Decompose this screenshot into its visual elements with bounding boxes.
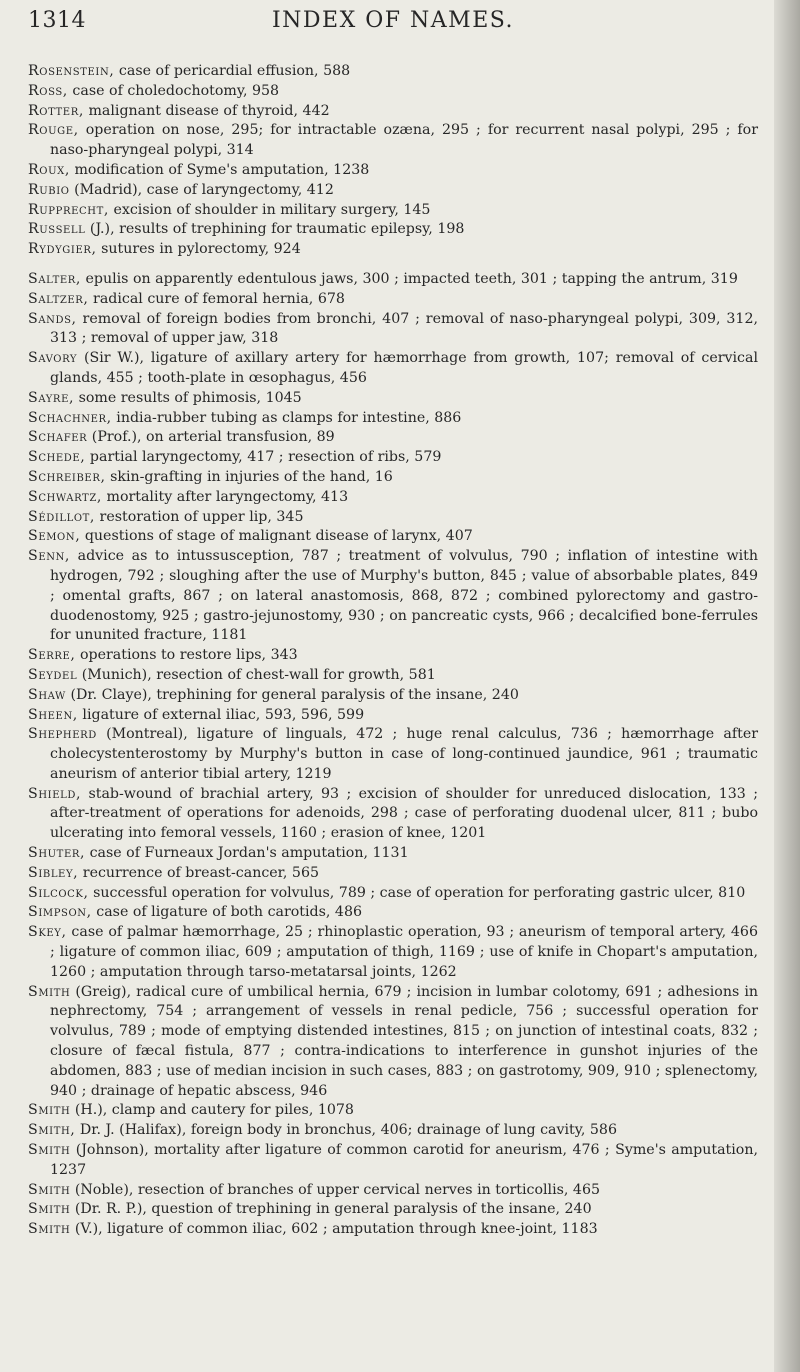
entry-name: Rotter,	[28, 102, 84, 119]
index-entry	[28, 706, 758, 726]
entry-name: Sibley,	[28, 864, 79, 881]
entry-name: Smith	[28, 1102, 71, 1119]
entry-name: Sands,	[28, 310, 77, 327]
entry-name: Serre,	[28, 647, 76, 664]
entry-text: partial laryngectomy, 417 ; resection of ribs, 579	[85, 449, 442, 466]
index-entry	[28, 725, 758, 784]
entry-name: Schreiber,	[28, 468, 106, 485]
entry-name: Ross,	[28, 82, 68, 99]
entry-text: some results of phimosis, 1045	[74, 389, 302, 406]
entry-name: Smith	[28, 983, 71, 1000]
entry-text: case of Furneaux Jordan's amputation, 1131	[85, 845, 409, 862]
index-entry	[28, 62, 758, 82]
index-entry	[28, 785, 758, 844]
index-entry	[28, 468, 758, 488]
entry-text: radical cure of femoral hernia, 678	[88, 290, 345, 307]
page-header	[28, 4, 758, 48]
entry-text: mortality after laryngectomy, 413	[101, 488, 349, 505]
entry-name: Russell	[28, 221, 86, 238]
entry-name: Smith,	[28, 1122, 76, 1139]
index-entry	[28, 903, 758, 923]
entry-name: Smith	[28, 1142, 71, 1159]
entry-text: (Madrid), case of laryngectomy, 412	[69, 181, 334, 198]
entry-name: Smith	[28, 1181, 71, 1198]
entry-text: india-rubber tubing as clamps for intestine, 886	[111, 409, 462, 426]
index-entry	[28, 240, 758, 260]
entry-name: Rubio	[28, 181, 70, 198]
entry-name: Savory	[28, 350, 78, 367]
entry-name: Rouge,	[28, 122, 79, 139]
entry-text: (J.), results of trephining for traumatic epilepsy, 198	[85, 221, 465, 238]
entry-text: case of choledochotomy, 958	[67, 82, 280, 99]
entry-name: Saltzer,	[28, 290, 89, 307]
index-entry	[28, 1220, 758, 1240]
entry-text: operations to restore lips, 343	[75, 647, 298, 664]
index-entry	[28, 1141, 758, 1181]
index-entry	[28, 923, 758, 982]
index-entry	[28, 389, 758, 409]
entry-text: removal of foreign bodies from bronchi, 407 ; removal of naso-pharyngeal polypi, 309, 312, 313 ; removal of upper jaw, 318	[50, 310, 758, 347]
index-entry	[28, 1181, 758, 1201]
index-entry	[28, 844, 758, 864]
index-entry	[28, 686, 758, 706]
index-entry	[28, 181, 758, 201]
entry-text: excision of shoulder in military surgery, 145	[108, 201, 431, 218]
entry-text: (Johnson), mortality after ligature of common carotid for aneurism, 476 ; Syme's amputation, 1237	[50, 1142, 758, 1178]
index-entry	[28, 983, 758, 1102]
entry-text: case of palmar hæmorrhage, 25 ; rhinoplastic operation, 93 ; aneurism of temporal artery, 466 ; ligature of common iliac, 609 ; amputation of thigh, 1169 ; use of knife in Chopart's amputation, 1260 ; amputation through tarso-metatarsal joints, 1262	[50, 924, 758, 980]
entry-text: modification of Syme's amputation, 1238	[69, 161, 370, 178]
entry-text: skin-grafting in injuries of the hand, 16	[105, 468, 393, 485]
index-entry	[28, 82, 758, 102]
entry-name: Skey,	[28, 924, 67, 941]
entry-text: (Dr. R. P.), question of trephining in general paralysis of the insane, 240	[70, 1201, 592, 1218]
entry-name: Smith	[28, 1221, 71, 1238]
entry-name: Roux,	[28, 161, 70, 178]
index-entry	[28, 448, 758, 468]
entry-text: (Munich), resection of chest-wall for growth, 581	[77, 666, 436, 683]
index-entry	[28, 1121, 758, 1141]
entry-text: (Noble), resection of branches of upper cervical nerves in torticollis, 465	[70, 1181, 601, 1198]
entry-text: operation on nose, 295; for intractable ozæna, 295 ; for recurrent nasal polypi, 295 ; for naso-pharyngeal polypi, 314	[50, 122, 758, 159]
entry-text: (V.), ligature of common iliac, 602 ; amputation through knee-joint, 1183	[70, 1221, 598, 1238]
entry-text: (Montreal), ligature of linguals, 472 ; huge renal calculus, 736 ; hæmorrhage after cholecystenterostomy by Murphy's button in case of long-continued jaundice, 961 ; traumatic aneurism of anterior tibial artery, 1219	[50, 726, 758, 782]
index-entry	[28, 121, 758, 161]
index-entry	[28, 102, 758, 122]
entry-text: advice as to intussusception, 787 ; treatment of volvulus, 790 ; inflation of intestine with hydrogen, 792 ; sloughing after the use of Murphy's button, 845 ; value of absorbable plates, 849 ; omental grafts, 867 ; on lateral anastomosis, 868, 872 ; combined pylorectomy and gastro-duodenostomy, 925 ; gastro-jejunostomy, 930 ; on pancreatic cysts, 966 ; decalcified bone-ferrules for ununited fracture, 1181	[50, 548, 758, 644]
index-entry	[28, 508, 758, 528]
index-entry	[28, 161, 758, 181]
index-entry	[28, 220, 758, 240]
index-entry	[28, 547, 758, 646]
index-group	[28, 62, 758, 260]
index-body	[28, 62, 758, 1240]
index-entry	[28, 646, 758, 666]
entry-name: Schede,	[28, 449, 86, 466]
entry-name: Sheen,	[28, 706, 78, 723]
entry-text: (Dr. Claye), trephining for general paralysis of the insane, 240	[65, 686, 519, 703]
entry-name: Silcock,	[28, 884, 89, 901]
entry-text: recurrence of breast-cancer, 565	[78, 864, 320, 881]
entry-text: malignant disease of thyroid, 442	[83, 102, 330, 119]
entry-text: (Greig), radical cure of umbilical hernia, 679 ; incision in lumbar colotomy, 691 ; adhesions in nephrectomy, 754 ; arrangement of vessels in renal pedicle, 756 ; successful operation for volvulus, 789 ; mode of emptying distended intestines, 815 ; on junction of intestinal coats, 832 ; closure of fæcal fistula, 877 ; contra-indications to interference in gunshot injuries of the abdomen, 883 ; use of median incision in such cases, 883 ; on gastrotomy, 909, 910 ; splenectomy, 940 ; drainage of hepatic abscess, 946	[50, 983, 758, 1099]
entry-text: Dr. J. (Halifax), foreign body in bronchus, 406; drainage of lung cavity, 586	[75, 1122, 617, 1139]
entry-text: epulis on apparently edentulous jaws, 300 ; impacted teeth, 301 ; tapping the antrum, 319	[80, 270, 738, 287]
entry-name: Seydel	[28, 666, 78, 683]
index-entry	[28, 1101, 758, 1121]
entry-name: Shuter,	[28, 845, 86, 862]
entry-name: Shepherd	[28, 726, 97, 743]
entry-text: case of ligature of both carotids, 486	[91, 904, 362, 921]
entry-name: Schafer	[28, 429, 88, 446]
entry-text: (Sir W.), ligature of axillary artery for hæmorrhage from growth, 107; removal of cervical glands, 455 ; tooth-plate in œsophagus, 456	[50, 350, 758, 386]
index-entry	[28, 201, 758, 221]
entry-name: Sayre,	[28, 389, 75, 406]
entry-text: (Prof.), on arterial transfusion, 89	[87, 429, 335, 446]
running-head: INDEX OF NAMES.	[271, 8, 515, 33]
index-entry	[28, 409, 758, 429]
entry-name: Simpson,	[28, 904, 92, 921]
page-edge-shadow	[774, 0, 800, 1372]
entry-text: restoration of upper lip, 345	[95, 508, 304, 525]
entry-text: successful operation for volvulus, 789 ; case of operation for perforating gastric ulcer, 810	[88, 884, 746, 901]
entry-text: sutures in pylorectomy, 924	[96, 241, 301, 258]
index-entry	[28, 666, 758, 686]
entry-name: Shaw	[28, 686, 66, 703]
entry-name: Shield,	[28, 785, 82, 802]
entry-name: Rydygier,	[28, 241, 97, 258]
index-entry	[28, 270, 758, 290]
entry-name: Semon,	[28, 528, 81, 545]
index-entry	[28, 1200, 758, 1220]
entry-text: case of pericardial effusion, 588	[114, 63, 351, 79]
entry-name: Schwartz,	[28, 488, 102, 505]
index-entry	[28, 290, 758, 310]
index-entry	[28, 527, 758, 547]
entry-name: Sédillot,	[28, 508, 96, 525]
entry-name: Salter,	[28, 270, 81, 287]
index-entry	[28, 488, 758, 508]
entry-text: ligature of external iliac, 593, 596, 599	[77, 706, 365, 723]
entry-name: Schachner,	[28, 409, 112, 426]
page-number: 1314	[28, 8, 86, 33]
entry-name: Rosenstein,	[28, 63, 115, 79]
entry-name: Rupprecht,	[28, 201, 109, 218]
entry-text: questions of stage of malignant disease of larynx, 407	[80, 528, 473, 545]
index-entry	[28, 428, 758, 448]
index-group	[28, 270, 758, 1240]
entry-text: (H.), clamp and cautery for piles, 1078	[70, 1102, 354, 1119]
entry-text: stab-wound of brachial artery, 93 ; excision of shoulder for unreduced dislocation, 133 ; after-treatment of operations for adenoids, 298 ; case of perforating duodenal ulcer, 811 ; bubo ulcerating into femoral vessels, 1160 ; erasion of knee, 1201	[50, 785, 758, 842]
entry-name: Smith	[28, 1201, 71, 1218]
index-entry	[28, 310, 758, 350]
entry-name: Senn,	[28, 548, 71, 565]
index-entry	[28, 884, 758, 904]
index-entry	[28, 349, 758, 389]
index-entry	[28, 864, 758, 884]
